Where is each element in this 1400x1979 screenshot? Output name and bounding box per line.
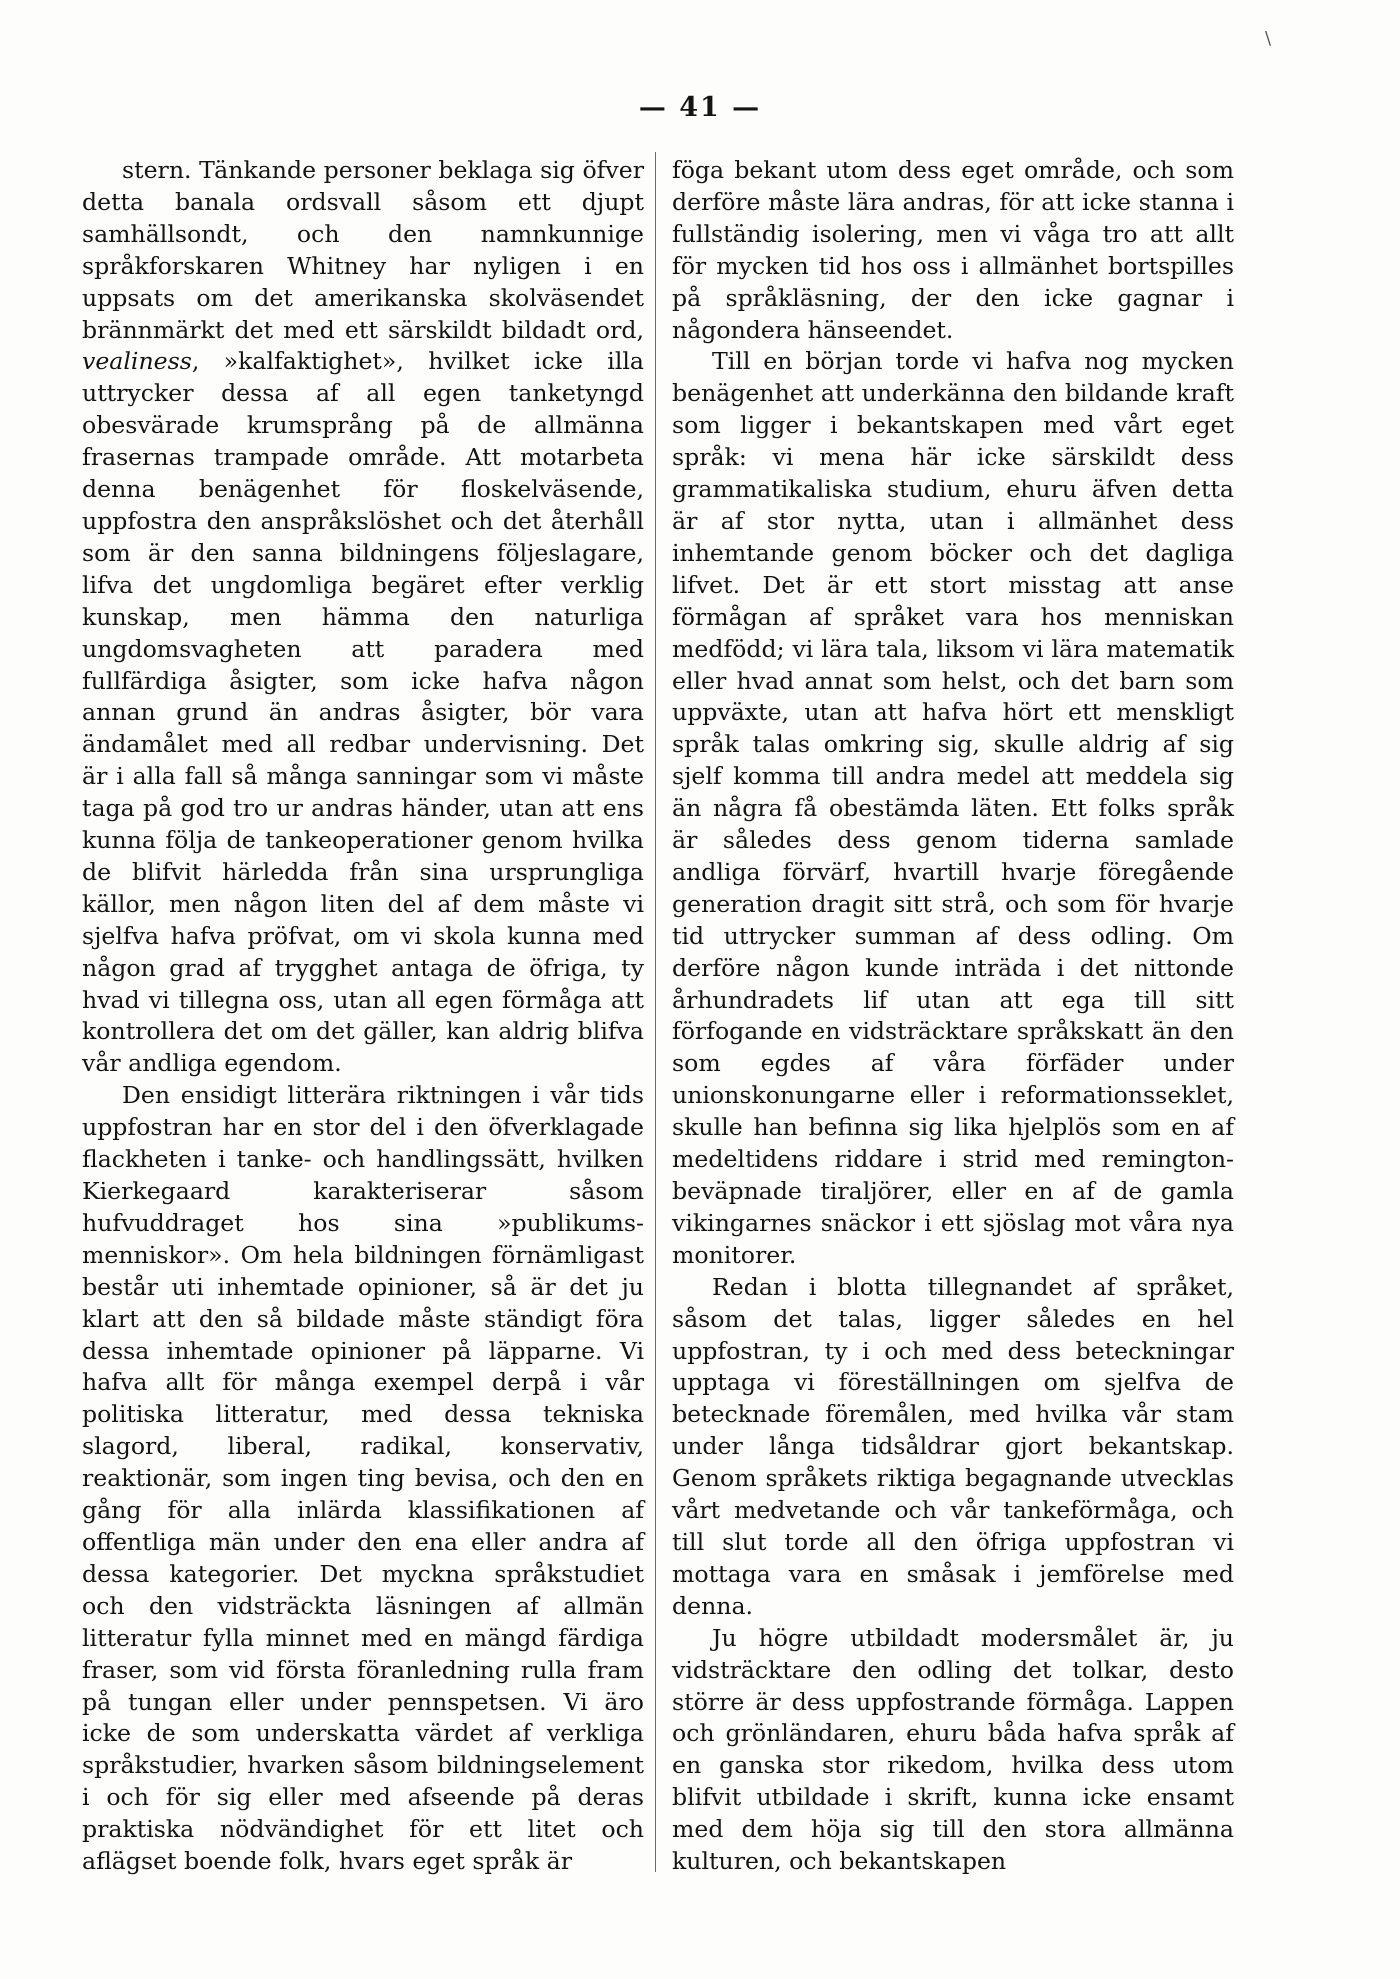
- page-number: — 41 —: [638, 92, 762, 123]
- right-column: [672, 155, 1234, 1878]
- paragraph: [672, 346, 1234, 1271]
- paragraph: [82, 155, 644, 1080]
- paragraph: [672, 1623, 1234, 1878]
- paragraph-text: Den ensidigt litterära riktningen i vår tids uppfostran har en stor del i den öfverklagade flackheten i tanke- och handlingssätt, hvilken Kierkegaard karakteriserar såsom hufvuddraget hos sina »publikums-menniskor». Om hela bildningen förnämligast består uti inhemtade opinioner, så är det ju klart att den så bildade måste ständigt föra dessa inhemtade opinioner på läpparne. Vi hafva allt för många exempel derpå i vår politiska litteratur, med dessa tekniska slagord, liberal, radikal, konservativ, reaktionär, som ingen ting bevisa, och den en gång för alla inlärda klassifikationen af offentliga män under den ena eller andra af dessa kategorier. Det myckna språkstudiet och den vidsträckta läsningen af allmän litteratur fylla minnet med en mängd färdiga fraser, som vid första föranledning rulla fram på tungan eller under pennspetsen. Vi äro icke de som underskatta värdet af verkliga språkstudier, hvarken såsom bildningselement i och för sig eller med afseende på deras praktiska nödvändighet för ett litet och aflägset boende folk, hvars eget språk är: [82, 1081, 644, 1876]
- paragraph-text: Ju högre utbildadt modersmålet är, ju vidsträcktare den odling det tolkar, desto större är dess uppfostrande förmåga. Lappen och grönländaren, ehuru båda hafva språk af en ganska stor rikedom, hvilka dess utom blifvit utbildade i skrift, kunna icke ensamt med dem höja sig till den stora allmänna kulturen, och bekantskapen: [672, 1623, 1234, 1876]
- paragraph-text: Till en början torde vi hafva nog mycken benägenhet att underkänna den bildande kraft som ligger i bekantskapen med vårt eget språk: vi mena här icke särskildt dess grammatikaliska studium, ehuru äfven detta är af stor nytta, utan i allmänhet dess inhemtande genom böcker och det dagliga lifvet. Det är ett stort misstag att anse förmågan af språket vara hos menniskan medfödd; vi lära tala, liksom vi lära matematik eller hvad annat som helst, och det barn som uppväxte, utan att hafva hört ett menskligt språk talas omkring sig, skulle aldrig af sig sjelf komma till andra medel att meddela sig än några få obestämda läten. Ett folks språk är således dess genom tiderna samlade andliga förvärf, hvartill hvarje föregående generation dragit sitt strå, och som för hvarje tid uttrycker summan af dess odling. Om derföre någon kunde inträda i det nittonde århundradets lif utan att ega till sitt förfogande en vidsträcktare språkskatt än den som egdes af våra förfäder under unionskonungarne eller i reformationsseklet, skulle han befinna sig lika hjelplös som en af medeltidens riddare i strid med remington-beväpnade tiraljörer, eller en af de gamla vikingarnes snäckor i ett sjöslag mot våra nya monitorer.: [672, 347, 1234, 1269]
- paragraph: [82, 1080, 644, 1878]
- paragraph-text: , »kalfaktighet», hvilket icke illa uttrycker dessa af all egen tanketyngd obesvärade krumsprång på de allmänna frasernas trampade område. Att motarbeta denna benägenhet för floskelväsende, uppfostra den anspråkslöshet och det återhåll som är den sanna bildningens följeslagare, lifva det ungdomliga begäret efter verklig kunskap, men hämma den naturliga ungdomsvagheten att paradera med fullfärdiga åsigter, som icke hafva någon annan grund än andras åsigter, bör vara ändamålet med all redbar undervisning. Det är i alla fall så många sanningar som vi måste taga på god tro ur andras händer, utan att ens kunna följa de tankeoperationer genom hvilka de blifvit härledda från sina ursprungliga källor, men någon liten del af dem måste vi sjelfva hafva pröfvat, om vi skola kunna med någon grad af trygghet antaga de öfriga, ty hvad vi tillegna oss, utan all egen förmåga att kontrollera det om det gäller, kan aldrig blifva vår andliga egendom.: [82, 347, 644, 1078]
- scan-speck: \: [1265, 28, 1272, 49]
- italic-term: vealiness: [82, 347, 192, 376]
- left-column: [82, 155, 644, 1878]
- column-divider: [655, 152, 656, 1872]
- paragraph: [672, 1272, 1234, 1623]
- paragraph-text: föga bekant utom dess eget område, och som derföre måste lära andras, för att icke stanna i fullständig isolering, men vi våga tro att allt för mycken tid hos oss i allmänhet bortspilles på språkläsning, der den icke gagnar i någondera hänseendet.: [672, 156, 1234, 344]
- paragraph: [672, 155, 1234, 346]
- paragraph-text: stern. Tänkande personer beklaga sig öfver detta banala ordsvall såsom ett djupt samhällsondt, och den namnkunnige språkforskaren Whitney har nyligen i en uppsats om det amerikanska skolväsendet brännmärkt det med ett särskildt bildadt ord,: [82, 156, 644, 344]
- paragraph-text: Redan i blotta tillegnandet af språket, såsom det talas, ligger således en hel uppfostran, ty i och med dess beteckningar upptaga vi föreställningen om sjelfva de betecknade föremålen, med hvilka vår stam under långa tidsåldrar gjort bekantskap. Genom språkets riktiga begagnande utvecklas vårt medvetande och vår tankeförmåga, och till slut torde all den öfriga uppfostran vi mottaga vara en småsak i jemförelse med denna.: [672, 1272, 1234, 1620]
